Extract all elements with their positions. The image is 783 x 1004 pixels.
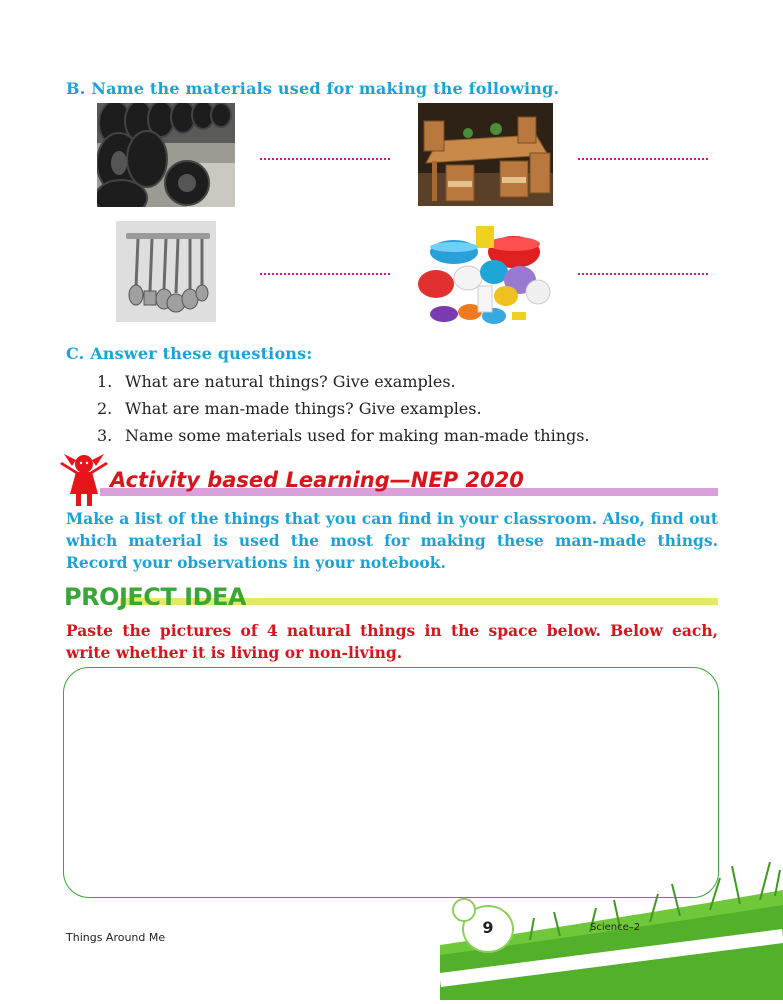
table-picture [418, 103, 553, 206]
table-icon [418, 103, 553, 206]
question-number: 2. [97, 399, 113, 418]
answer-line-2[interactable] [578, 158, 708, 160]
answer-line-4[interactable] [578, 273, 708, 275]
activity-text: Make a list of the things that you can find in your classroom. Also, find out which material is used the most for making these man-made things. Record your observations in your notebook. [66, 509, 718, 572]
question-number: 1. [97, 372, 113, 391]
question-2 [97, 399, 482, 418]
plastic-icon [414, 222, 554, 332]
question-text: What are natural things? Give examples. [125, 372, 456, 391]
question-3 [97, 426, 590, 445]
activity-title: Activity based Learning—NEP 2020 [110, 468, 524, 492]
section-b-heading: B. Name the materials used for making the following. [66, 79, 560, 98]
footer-book: Science–2 [590, 922, 641, 933]
tyres-icon [97, 103, 235, 207]
utensils-icon [116, 221, 216, 322]
question-text: What are man-made things? Give examples. [125, 399, 482, 418]
question-text: Name some materials used for making man-made things. [125, 426, 590, 445]
plastic-picture [414, 222, 554, 332]
tyres-picture [97, 103, 235, 207]
answer-line-1[interactable] [260, 158, 390, 160]
project-text: Paste the pictures of 4 natural things in the space below. Below each, write whether it is living or non-living. [66, 621, 718, 662]
section-c-heading: C. Answer these questions: [66, 344, 313, 363]
project-title: PROJECT IDEA [64, 583, 246, 611]
utensils-picture [116, 221, 216, 322]
page-number: 9 [482, 918, 494, 937]
footer-chapter: Things Around Me [66, 931, 166, 944]
question-1 [97, 372, 456, 391]
question-number: 3. [97, 426, 113, 445]
activity-girl-icon [58, 450, 110, 506]
answer-line-3[interactable] [260, 273, 390, 275]
